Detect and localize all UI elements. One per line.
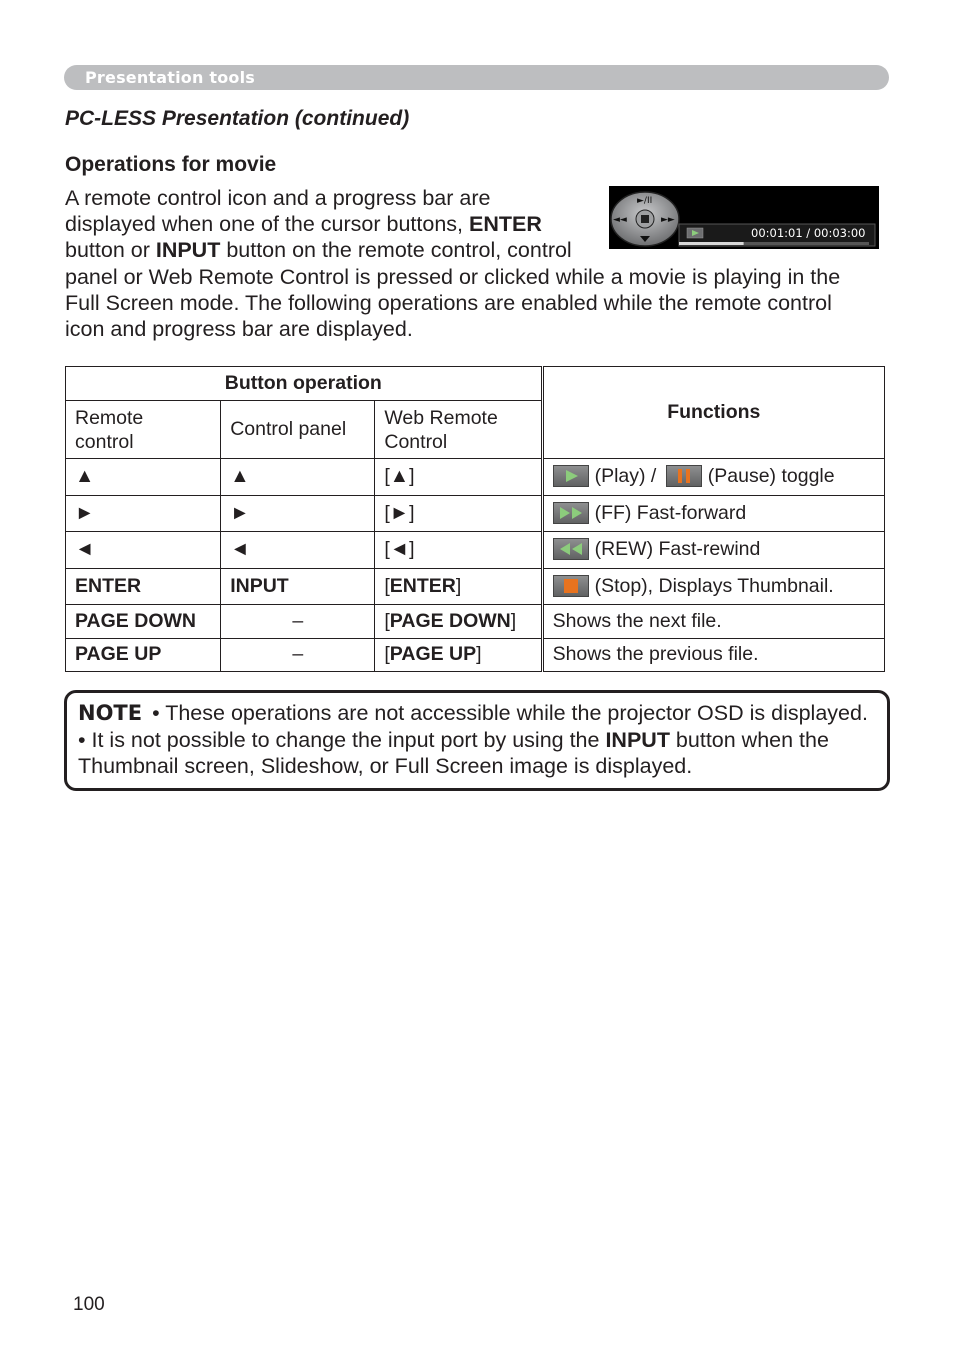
intro-text: displayed when one of the cursor buttons, (65, 212, 469, 237)
note-line: button when the (669, 727, 829, 752)
web-key: [▲] (375, 459, 542, 496)
panel-key: ► (221, 495, 375, 532)
fast-forward-icon: ►► (661, 215, 675, 225)
movie-player-overlay (609, 186, 879, 249)
web-key-label: PAGE DOWN (389, 609, 511, 632)
bracket: [ (384, 574, 390, 597)
remote-key: ► (66, 495, 221, 532)
note-box (64, 690, 890, 791)
header-label: Presentation tools (85, 68, 256, 87)
table-row (66, 495, 885, 532)
intro-line: Full Screen mode. The following operations are enabled while the remote control (65, 290, 832, 315)
bracket: [ (384, 609, 390, 632)
web-remote-header: Web Remote Control (375, 401, 542, 459)
panel-key: – (221, 605, 375, 639)
remote-key: ▲ (66, 459, 221, 496)
remote-key: ◄ (66, 532, 221, 569)
rewind-icon (553, 538, 589, 560)
intro-line: A remote control icon and a progress bar are (65, 186, 491, 210)
button-operation-header: Button operation (66, 367, 543, 401)
note-text (78, 700, 893, 780)
function-cell (542, 532, 884, 569)
input-keyword: INPUT (155, 238, 221, 263)
remote-control-header: Remote control (66, 401, 221, 459)
remote-control-icon (611, 192, 679, 246)
table-row (66, 638, 885, 672)
web-key-label: ENTER (389, 574, 456, 597)
remote-key: ENTER (66, 568, 221, 605)
web-key-label: PAGE UP (389, 643, 477, 666)
bracket: ] (455, 574, 462, 597)
function-text: (Play) / (594, 465, 662, 488)
enter-keyword: ENTER (468, 212, 542, 237)
play-pause-icon: ►/II (637, 196, 653, 206)
bracket: ] (510, 609, 517, 632)
page-number: 100 (73, 1294, 105, 1315)
stop-icon (641, 215, 649, 223)
section-title: PC-LESS Presentation (continued) (65, 107, 410, 130)
function-cell: Shows the previous file. (542, 638, 884, 672)
panel-key: ◄ (221, 532, 375, 569)
control-panel-header: Control panel (221, 401, 375, 459)
note-line: • It is not possible to change the input port by using the (78, 727, 606, 752)
function-cell (542, 568, 884, 605)
intro-text: button or (65, 238, 156, 263)
table-row (66, 605, 885, 639)
table-row (66, 532, 885, 569)
bracket: [ (384, 643, 390, 666)
web-key: [►] (375, 495, 542, 532)
operations-table (65, 366, 885, 672)
rewind-icon: ◄◄ (613, 215, 627, 225)
fast-forward-icon (553, 502, 589, 524)
function-text: (Pause) toggle (707, 465, 835, 488)
remote-key: PAGE UP (66, 638, 221, 672)
web-key (375, 638, 542, 672)
stop-icon (553, 575, 589, 597)
function-text: (FF) Fast-forward (594, 501, 747, 524)
web-key (375, 568, 542, 605)
web-key (375, 605, 542, 639)
function-cell (542, 495, 884, 532)
table-header-row (66, 367, 885, 401)
note-line: • These operations are not accessible while the projector OSD is displayed. (152, 701, 868, 725)
sub-title: Operations for movie (65, 153, 277, 176)
panel-key: – (221, 638, 375, 672)
table-row (66, 459, 885, 496)
web-key: [◄] (375, 532, 542, 569)
header-bar (64, 65, 889, 90)
pause-icon (666, 465, 702, 487)
table-row (66, 568, 885, 605)
play-icon (553, 465, 589, 487)
function-cell (542, 459, 884, 496)
function-text: (Stop), Displays Thumbnail. (594, 574, 834, 597)
note-line: Thumbnail screen, Slideshow, or Full Screen image is displayed. (78, 754, 693, 778)
note-label: NOTE (78, 701, 143, 725)
bracket: ] (476, 643, 482, 666)
panel-key: ▲ (221, 459, 375, 496)
remote-key: PAGE DOWN (66, 605, 221, 639)
function-text: (REW) Fast-rewind (594, 538, 761, 561)
progress-bar (679, 224, 875, 246)
functions-header: Functions (542, 367, 884, 459)
function-cell: Shows the next file. (542, 605, 884, 639)
intro-line: panel or Web Remote Control is pressed or clicked while a movie is playing in the (65, 264, 841, 289)
panel-key: INPUT (221, 568, 375, 605)
input-keyword: INPUT (605, 727, 670, 752)
time-readout: 00:01:01 / 00:03:00 (751, 226, 866, 240)
intro-line: icon and progress bar are displayed. (65, 317, 413, 342)
intro-text: button on the remote control, control (220, 238, 572, 263)
